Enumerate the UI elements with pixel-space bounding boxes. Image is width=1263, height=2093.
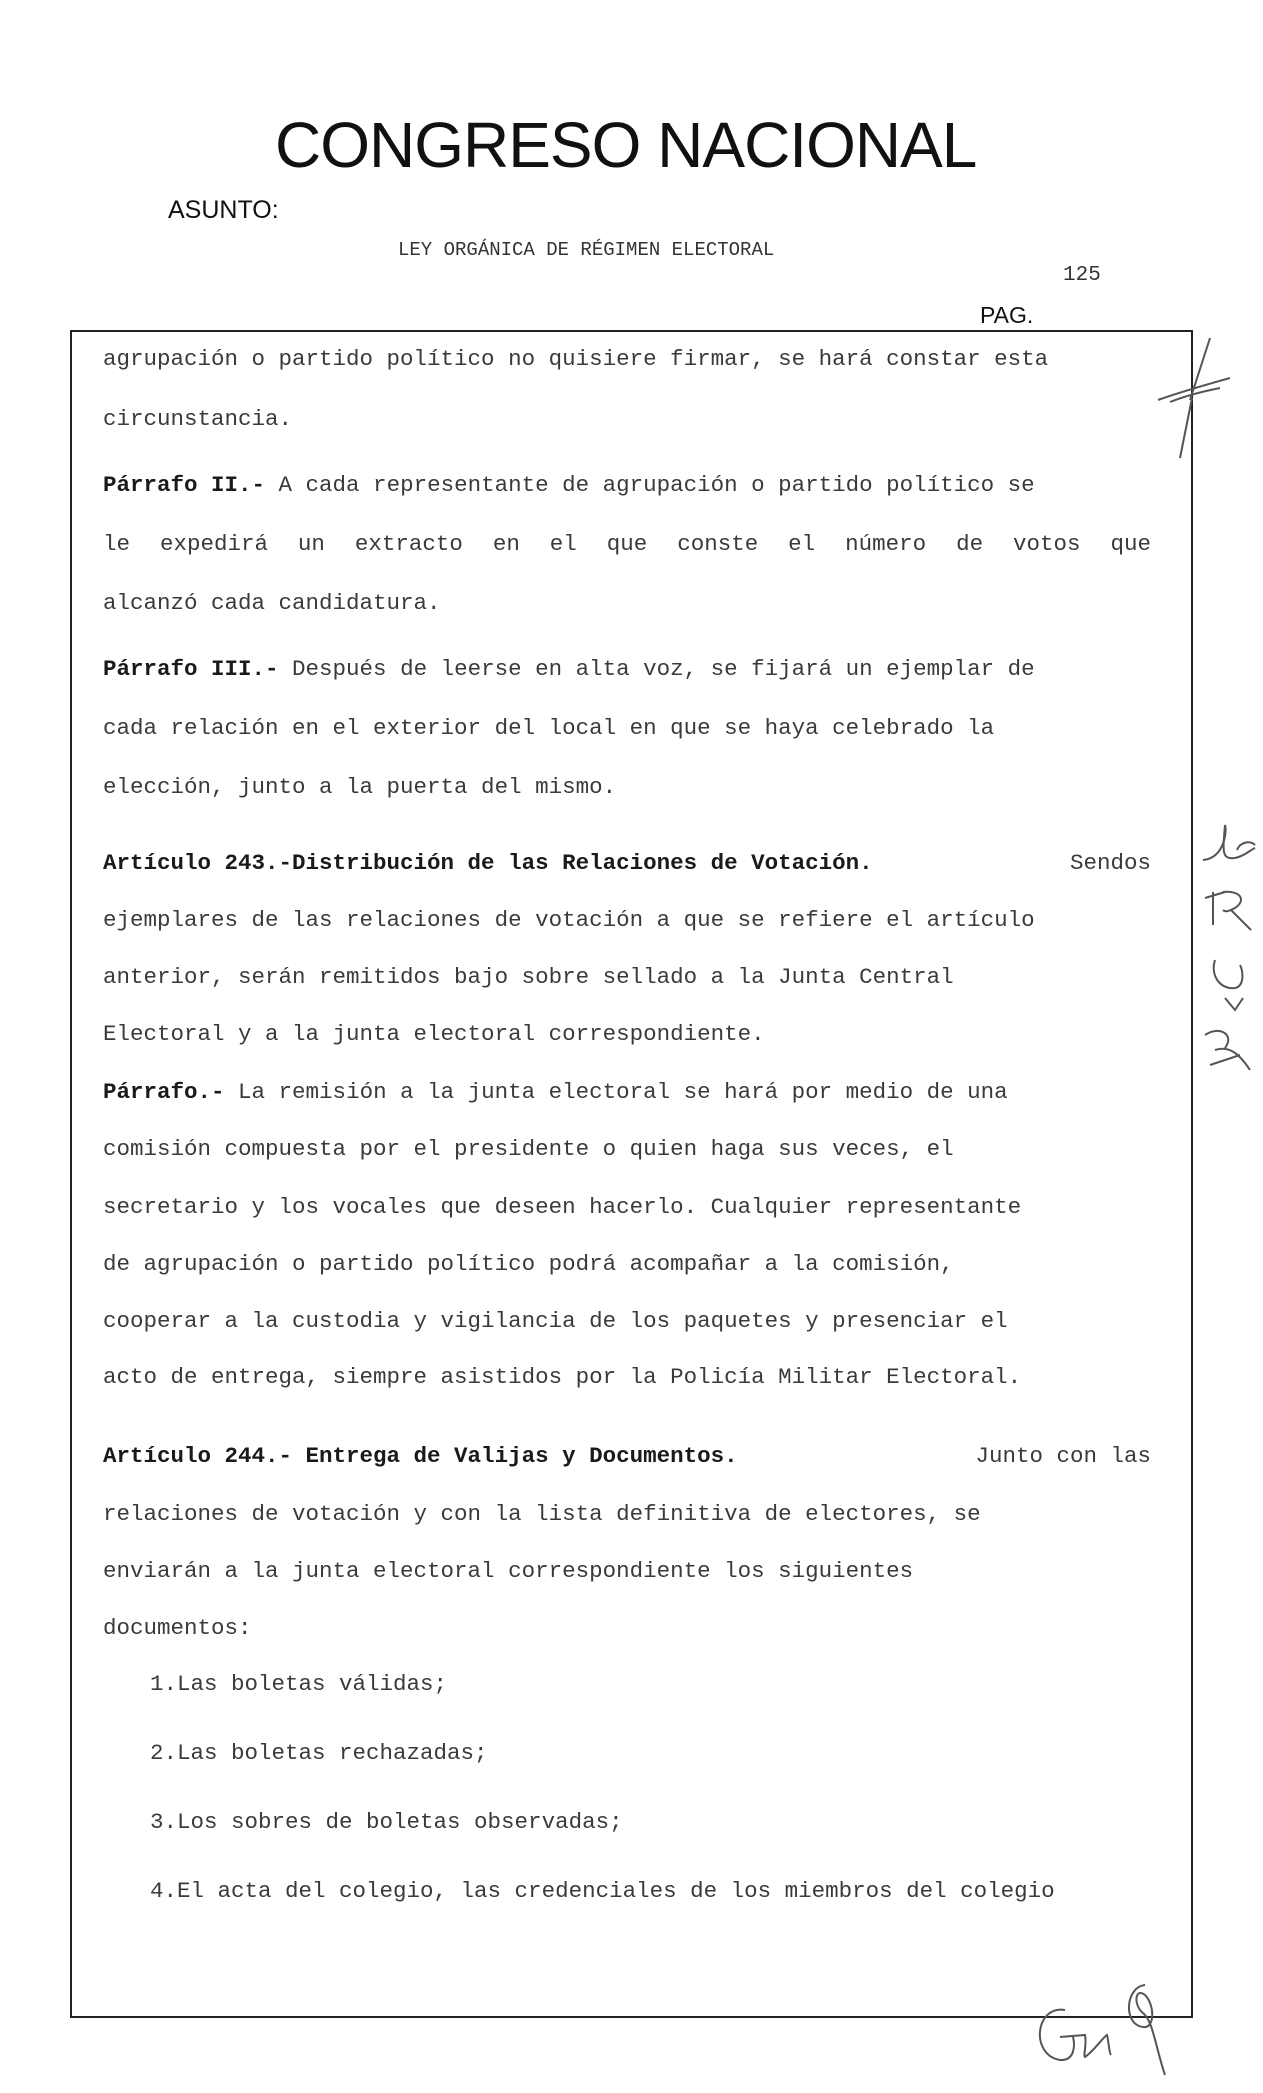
text-line: circunstancia. [103, 406, 293, 432]
pag-label: PAG. [980, 302, 1034, 328]
paragraph-iii [103, 656, 1151, 682]
text-line: agrupación o partido político no quisiere firmar, se hará constar esta [103, 346, 1049, 372]
word: de [956, 531, 984, 557]
text-line: enviarán a la junta electoral correspondiente los siguientes [103, 1558, 914, 1584]
paragraph-heading: Párrafo III.- [103, 656, 279, 682]
list-item: 2.Las boletas rechazadas; [150, 1740, 488, 1766]
word: el [788, 531, 816, 557]
text-line: comisión compuesta por el presidente o quien haga sus veces, el [103, 1136, 954, 1162]
text-line: relaciones de votación y con la lista definitiva de electores, se [103, 1501, 981, 1527]
article-heading: Artículo 243.-Distribución de las Relaciones de Votación. [103, 850, 873, 876]
handwritten-signature-bottom [1025, 1965, 1185, 2085]
text-line: ejemplares de las relaciones de votación a que se refiere el artículo [103, 907, 1035, 933]
text-line: cada relación en el exterior del local en que se haya celebrado la [103, 715, 995, 741]
asunto-label: ASUNTO: [168, 196, 279, 224]
article-244-heading-line [103, 1443, 1151, 1469]
text-line: cooperar a la custodia y vigilancia de los paquetes y presenciar el [103, 1308, 1008, 1334]
list-item: 1.Las boletas válidas; [150, 1671, 448, 1697]
word: que [606, 531, 648, 557]
word: un [297, 531, 325, 557]
paragraph-ii [103, 472, 1151, 498]
paragraph-heading: Párrafo II.- [103, 472, 266, 498]
word: en [492, 531, 520, 557]
word: número [845, 531, 927, 557]
text-span: Después de leerse en alta voz, se fijará un ejemplar de [292, 656, 1035, 682]
paragraph-heading: Párrafo.- [103, 1079, 225, 1105]
article-243-heading-line [103, 850, 1151, 876]
paragraph-line [103, 1079, 1151, 1105]
handwritten-initials-margin [1195, 820, 1263, 1090]
congress-title: CONGRESO NACIONAL [275, 109, 977, 181]
word: que [1110, 531, 1151, 557]
page-number: 125 [1063, 264, 1101, 287]
text-line: elección, junto a la puerta del mismo. [103, 774, 617, 800]
text-line: anterior, serán remitidos bajo sobre sellado a la Junta Central [103, 964, 954, 990]
text-line: secretario y los vocales que deseen hacerlo. Cualquier representante [103, 1194, 1022, 1220]
text-line [103, 531, 1151, 557]
word: expedirá [159, 531, 268, 557]
text-span: Sendos [1069, 850, 1151, 876]
text-span: Junto con las [975, 1443, 1151, 1469]
word: votos [1013, 531, 1081, 557]
handwritten-mark-top [1150, 330, 1240, 470]
text-line: documentos: [103, 1615, 252, 1641]
word: le [103, 531, 131, 557]
word: conste [677, 531, 759, 557]
text-line: Electoral y a la junta electoral correspondiente. [103, 1021, 765, 1047]
text-line: alcanzó cada candidatura. [103, 590, 441, 616]
list-item: 3.Los sobres de boletas observadas; [150, 1809, 623, 1835]
text-span: A cada representante de agrupación o partido político se [278, 472, 1035, 498]
word: extracto [354, 531, 463, 557]
text-line: acto de entrega, siempre asistidos por la Policía Militar Electoral. [103, 1364, 1022, 1390]
text-line: de agrupación o partido político podrá acompañar a la comisión, [103, 1251, 954, 1277]
text-span: La remisión a la junta electoral se hará por medio de una [238, 1079, 1008, 1105]
document-subject: LEY ORGÁNICA DE RÉGIMEN ELECTORAL [398, 239, 775, 261]
word: el [549, 531, 577, 557]
article-heading: Artículo 244.- Entrega de Valijas y Documentos. [103, 1443, 738, 1469]
list-item: 4.El acta del colegio, las credenciales de los miembros del colegio [150, 1878, 1055, 1904]
